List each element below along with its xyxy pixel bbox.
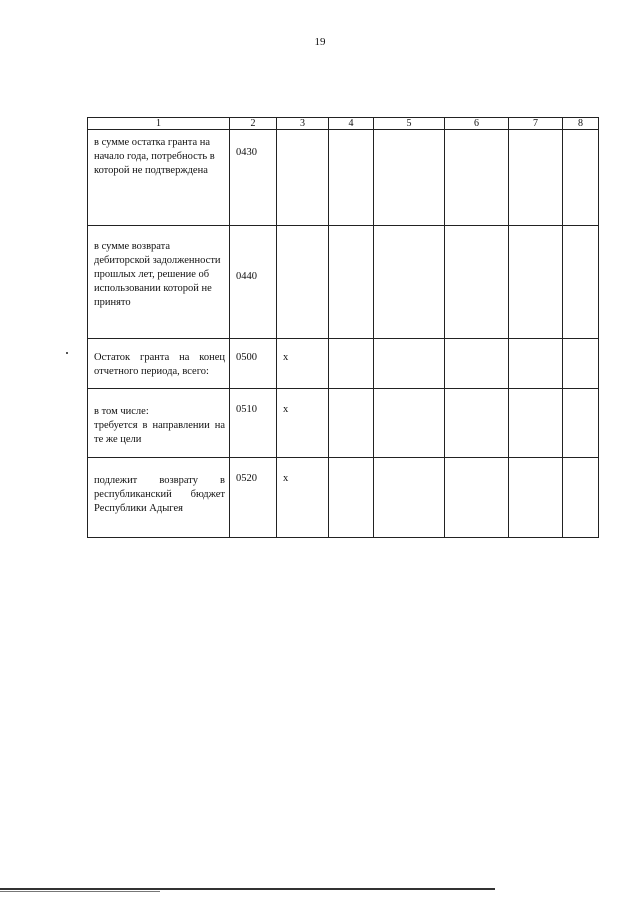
- empty-cell: [563, 339, 599, 389]
- scan-artifact-dot: [66, 352, 68, 354]
- empty-cell: [509, 389, 563, 458]
- empty-cell: [374, 458, 445, 538]
- empty-cell: [374, 130, 445, 226]
- scan-bottom-edge-line: [0, 888, 495, 890]
- row-col3: x: [277, 458, 329, 538]
- row-code: 0430: [230, 130, 277, 226]
- empty-cell: [374, 226, 445, 339]
- row-description: Остаток гранта на конец отчетного периода, всего:: [88, 339, 230, 389]
- empty-cell: [445, 226, 509, 339]
- table-row: [88, 226, 599, 339]
- row-code: 0510: [230, 389, 277, 458]
- row-description: подлежит возврату в республиканский бюджет Республики Адыгея: [88, 458, 230, 538]
- column-header: 3: [277, 118, 329, 130]
- row-description: в сумме остатка гранта на начало года, потребность в которой не подтверждена: [88, 130, 230, 226]
- row-col3: x: [277, 389, 329, 458]
- table-row: [88, 339, 599, 389]
- row-col3: [277, 130, 329, 226]
- row-code: 0500: [230, 339, 277, 389]
- column-header: 4: [329, 118, 374, 130]
- row-description: в сумме возврата дебиторской задолженности прошлых лет, решение об использовании которой не принято: [88, 226, 230, 339]
- empty-cell: [445, 130, 509, 226]
- empty-cell: [329, 458, 374, 538]
- row-code: 0520: [230, 458, 277, 538]
- column-header: 1: [88, 118, 230, 130]
- empty-cell: [329, 339, 374, 389]
- column-header: 7: [509, 118, 563, 130]
- column-header: 6: [445, 118, 509, 130]
- empty-cell: [374, 389, 445, 458]
- empty-cell: [509, 458, 563, 538]
- empty-cell: [563, 389, 599, 458]
- empty-cell: [563, 226, 599, 339]
- column-header: 8: [563, 118, 599, 130]
- table-header-row: [88, 118, 599, 130]
- column-header: 2: [230, 118, 277, 130]
- empty-cell: [329, 130, 374, 226]
- table-row: [88, 130, 599, 226]
- row-col3: x: [277, 339, 329, 389]
- empty-cell: [374, 339, 445, 389]
- empty-cell: [329, 389, 374, 458]
- page-number: 19: [314, 36, 326, 48]
- empty-cell: [445, 339, 509, 389]
- scan-bottom-edge-line: [0, 891, 160, 892]
- row-col3: [277, 226, 329, 339]
- empty-cell: [445, 458, 509, 538]
- row-code: 0440: [230, 226, 277, 339]
- empty-cell: [509, 339, 563, 389]
- table-row: [88, 389, 599, 458]
- empty-cell: [509, 130, 563, 226]
- row-description-line: требуется в направлении на те же цели: [94, 420, 225, 445]
- row-description-line: в том числе:: [94, 406, 149, 417]
- empty-cell: [563, 458, 599, 538]
- column-header: 5: [374, 118, 445, 130]
- empty-cell: [509, 226, 563, 339]
- empty-cell: [445, 389, 509, 458]
- empty-cell: [329, 226, 374, 339]
- row-description: [88, 389, 230, 458]
- table-row: [88, 458, 599, 538]
- report-table: [87, 117, 599, 538]
- empty-cell: [563, 130, 599, 226]
